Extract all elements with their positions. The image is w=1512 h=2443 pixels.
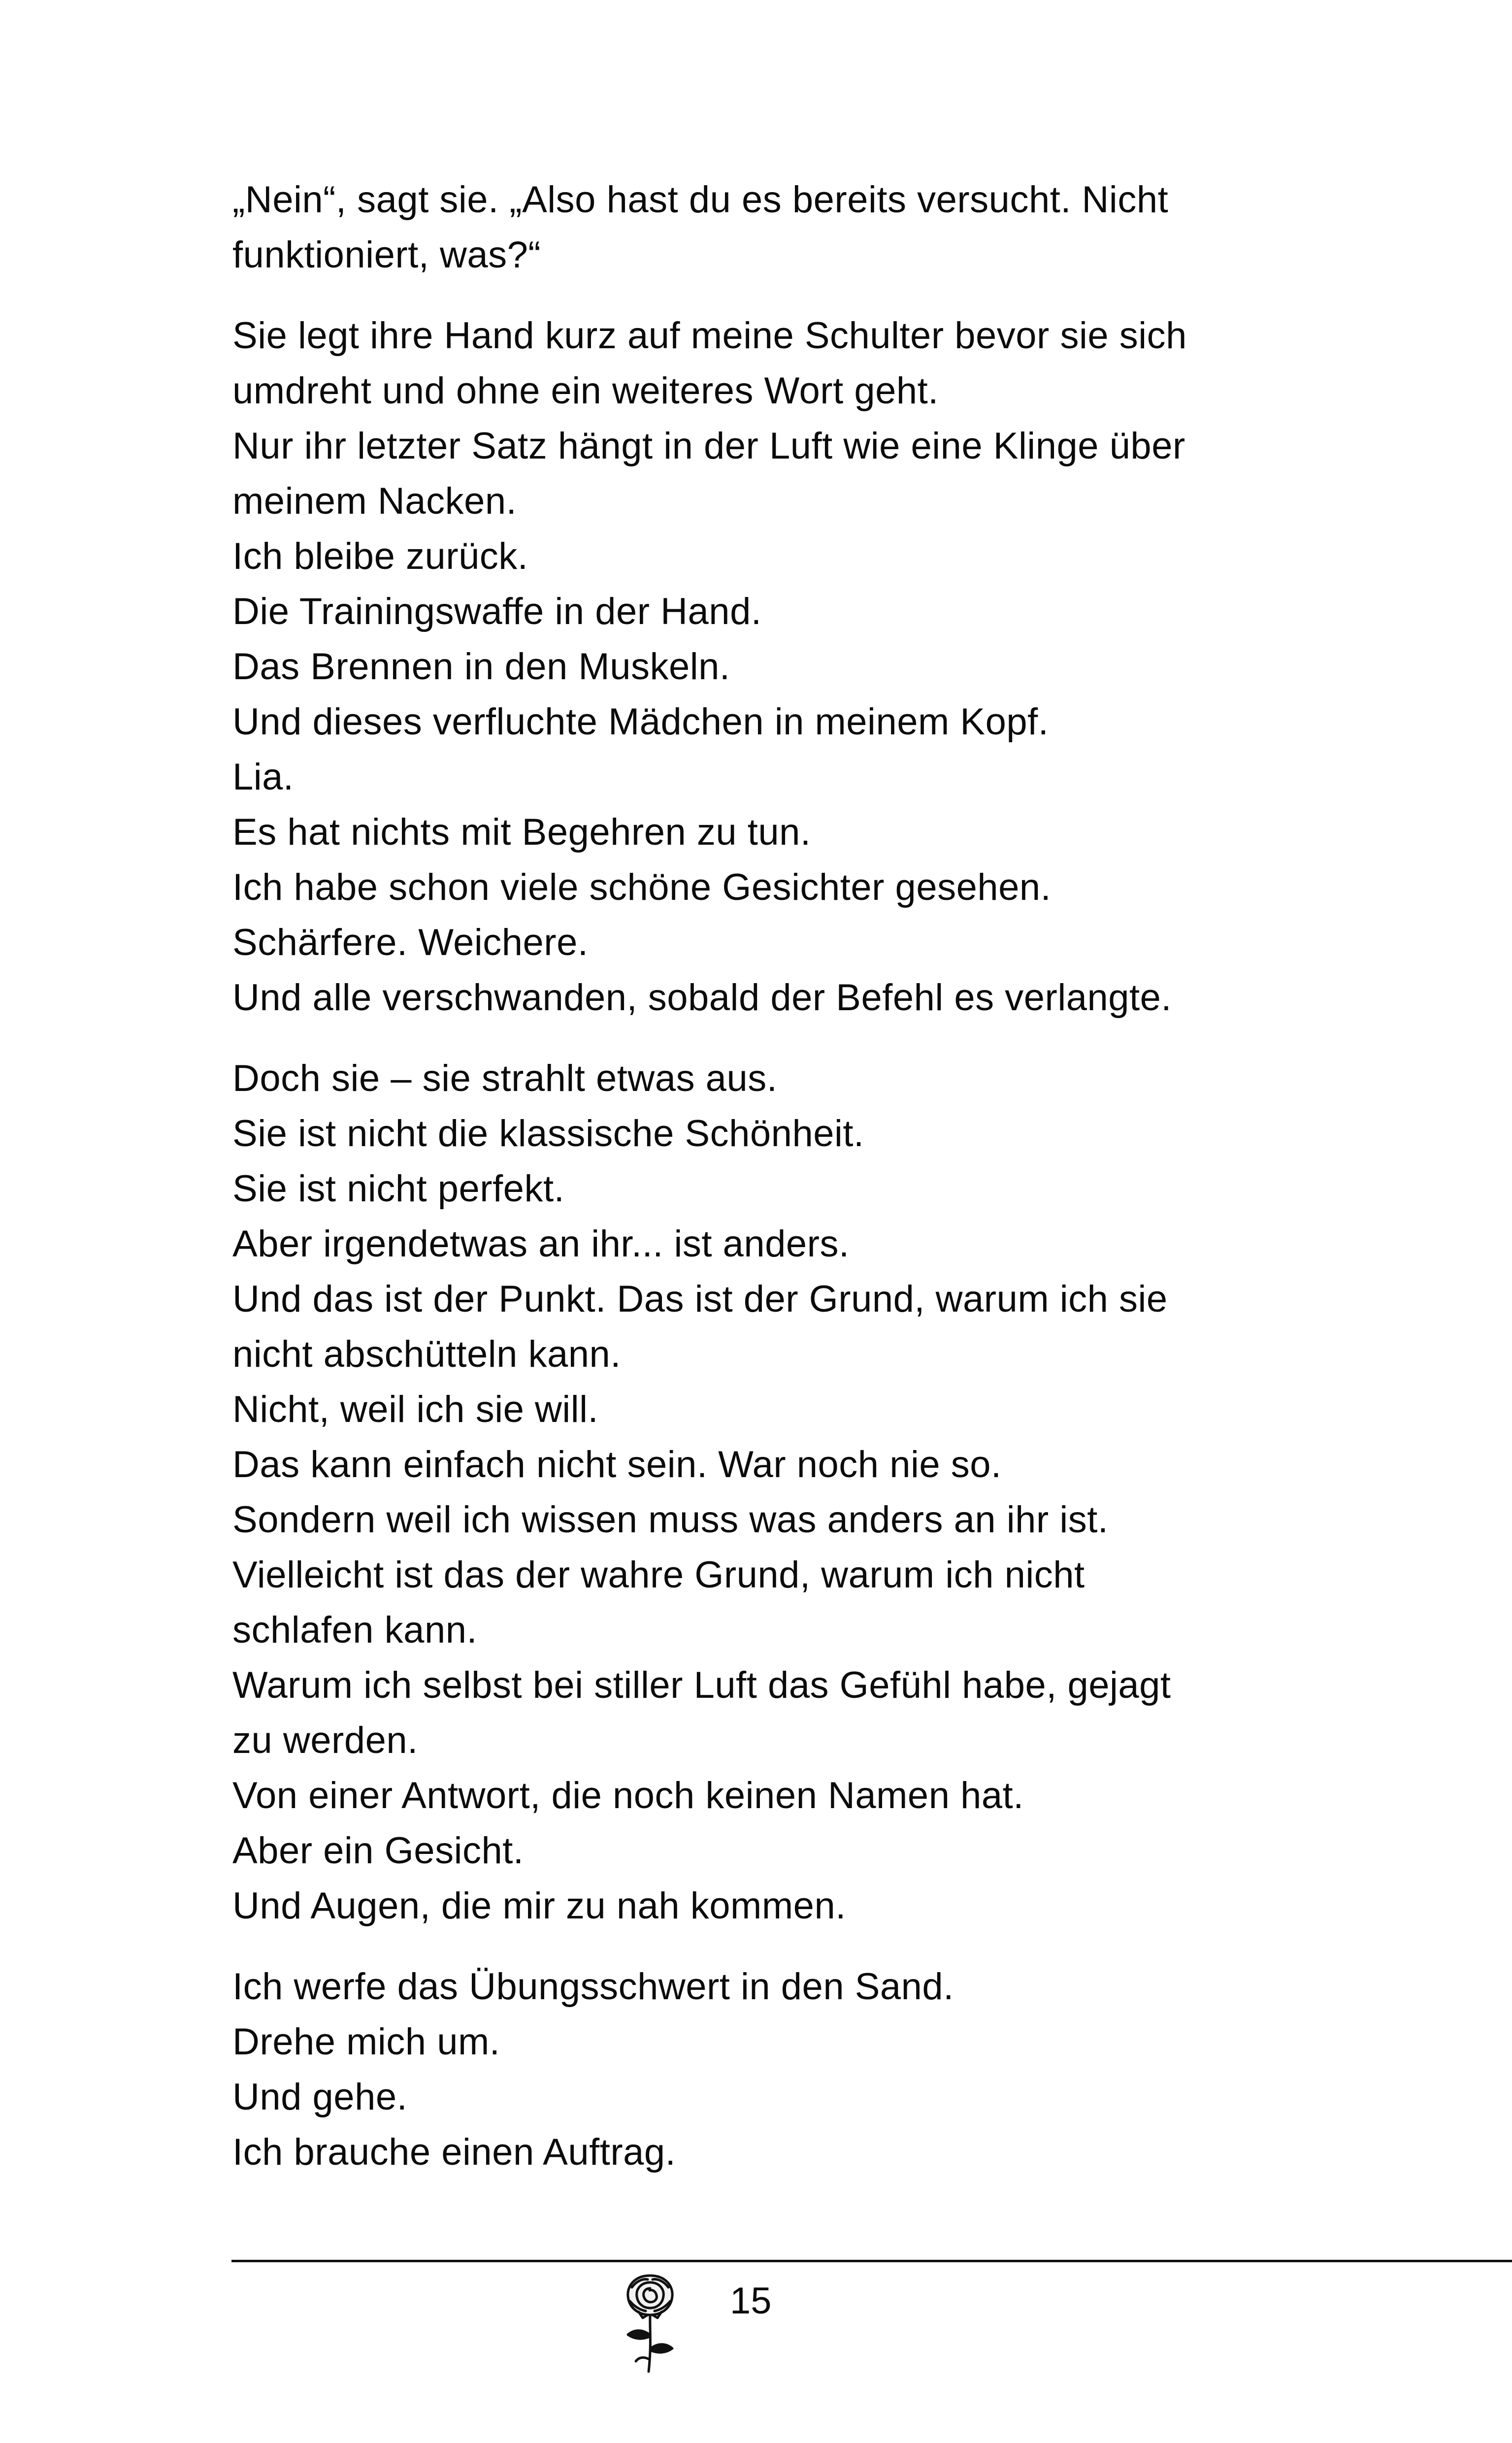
text-line: Schärfere. Weichere.: [232, 922, 589, 963]
text-line: Und dieses verfluchte Mädchen in meinem Kopf.: [232, 701, 1049, 743]
paragraph: [232, 1959, 1316, 2180]
text-line: Ich werfe das Übungsschwert in den Sand.: [232, 1966, 954, 2008]
text-line: Und gehe.: [232, 2076, 408, 2118]
text-line: Aber ein Gesicht.: [232, 1830, 524, 1872]
paragraph-gap: [232, 283, 1316, 308]
text-line: meinem Nacken.: [232, 480, 517, 522]
text-line: Warum ich selbst bei stiller Luft das Gefühl habe, gejagt: [232, 1664, 1171, 1706]
page-number: 15: [730, 2280, 772, 2322]
paragraph-gap: [232, 1934, 1316, 1959]
text-line: „Nein“, sagt sie. „Also hast du es bereits versucht. Nicht: [232, 179, 1169, 221]
text-line: Aber irgendetwas an ihr... ist anders.: [232, 1223, 850, 1265]
rose-icon: [608, 2266, 692, 2379]
text-line: Sie legt ihre Hand kurz auf meine Schulter bevor sie sich: [232, 315, 1187, 357]
text-line: Nicht, weil ich sie will.: [232, 1388, 599, 1430]
text-line: Drehe mich um.: [232, 2021, 500, 2063]
text-line: funktioniert, was?“: [232, 234, 541, 276]
text-line: nicht abschütteln kann.: [232, 1333, 621, 1375]
text-line: Vielleicht ist das der wahre Grund, warum ich nicht: [232, 1554, 1085, 1596]
text-line: umdreht und ohne ein weiteres Wort geht.: [232, 370, 939, 412]
text-line: Und alle verschwanden, sobald der Befehl es verlangte.: [232, 977, 1172, 1019]
text-line: Das Brennen in den Muskeln.: [232, 646, 730, 688]
text-line: Von einer Antwort, die noch keinen Namen hat.: [232, 1775, 1024, 1816]
text-line: Ich brauche einen Auftrag.: [232, 2131, 676, 2173]
text-line: Und das ist der Punkt. Das ist der Grund, warum ich sie: [232, 1278, 1168, 1320]
text-line: Ich habe schon viele schöne Gesichter gesehen.: [232, 866, 1052, 908]
text-line: Und Augen, die mir zu nah kommen.: [232, 1885, 846, 1927]
text-line: Ich bleibe zurück.: [232, 535, 528, 577]
paragraph: [232, 308, 1316, 1025]
text-line: schlafen kann.: [232, 1609, 478, 1651]
paragraph: [232, 1051, 1316, 1934]
text-line: zu werden.: [232, 1719, 418, 1761]
text-line: Sie ist nicht perfekt.: [232, 1168, 565, 1210]
text-line: Das kann einfach nicht sein. War noch nie so.: [232, 1444, 1002, 1486]
text-line: Sie ist nicht die klassische Schönheit.: [232, 1113, 864, 1155]
text-line: Es hat nichts mit Begehren zu tun.: [232, 811, 811, 853]
text-line: Doch sie – sie strahlt etwas aus.: [232, 1057, 778, 1099]
text-line: Lia.: [232, 756, 294, 798]
paragraph-gap: [232, 1025, 1316, 1051]
text-line: Nur ihr letzter Satz hängt in der Luft wie eine Klinge über: [232, 425, 1185, 467]
body-text: [232, 172, 1316, 2180]
paragraph: [232, 172, 1316, 283]
text-line: Die Trainingswaffe in der Hand.: [232, 591, 762, 632]
text-line: Sondern weil ich wissen muss was anders an ihr ist.: [232, 1499, 1109, 1541]
footer-divider: [231, 2260, 1512, 2262]
